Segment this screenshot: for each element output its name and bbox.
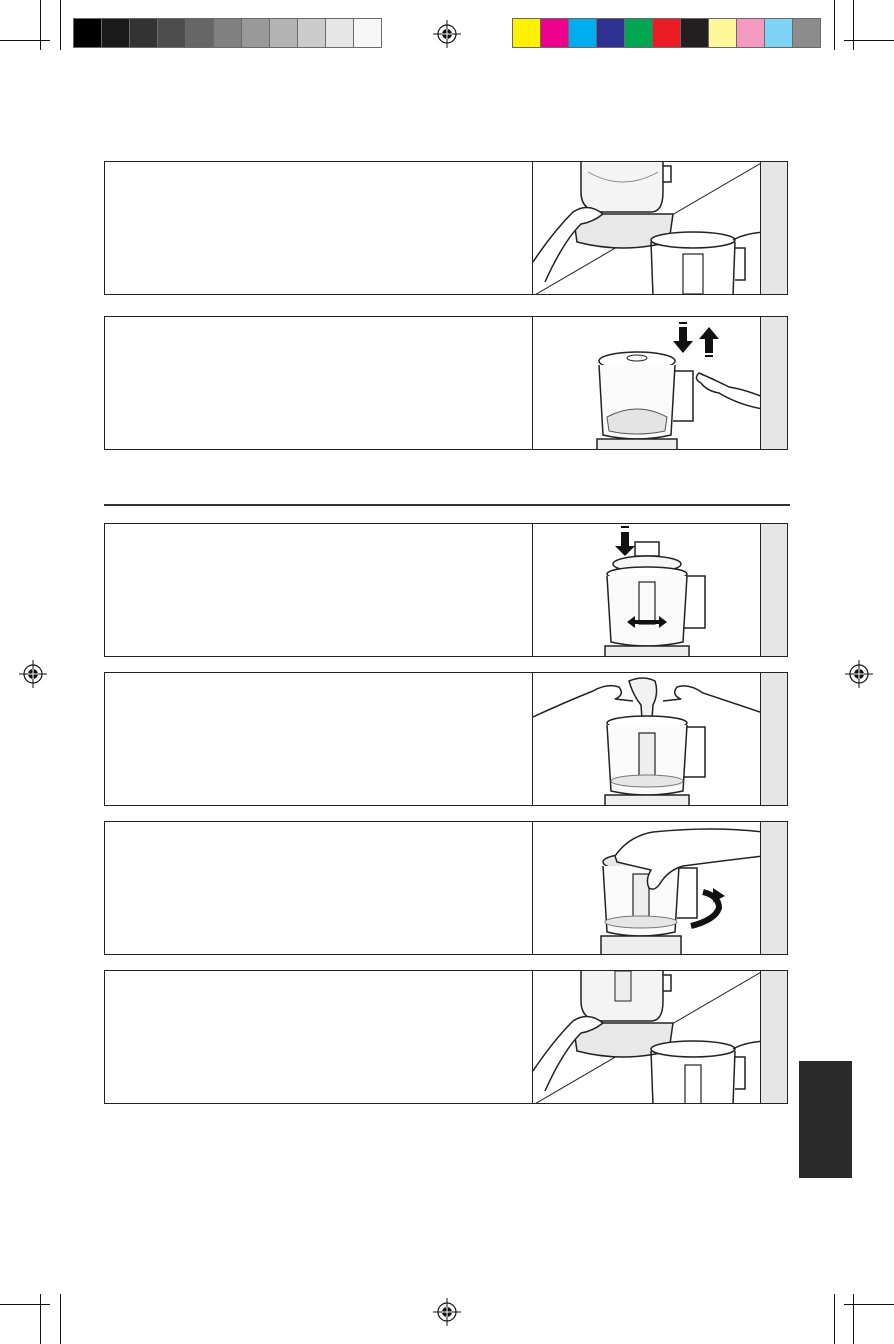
crop-mark [834, 1294, 835, 1344]
disc-assembly-insert-icon [532, 524, 762, 656]
panel-text-area [105, 971, 532, 1103]
registration-mark-icon [845, 660, 873, 688]
color-swatch [129, 18, 158, 48]
color-swatch [736, 18, 765, 48]
crop-mark [60, 1294, 61, 1344]
color-swatch [764, 18, 793, 48]
panel-text-area [105, 673, 532, 805]
process-color-bar [512, 18, 820, 48]
color-swatch [353, 18, 382, 48]
side-tab [760, 524, 787, 656]
panel-text-area [105, 822, 532, 954]
side-tab [760, 673, 787, 805]
side-tab [760, 971, 787, 1103]
crop-mark [844, 40, 894, 41]
color-swatch [680, 18, 709, 48]
color-swatch [512, 18, 541, 48]
color-swatch [708, 18, 737, 48]
instruction-panel-1 [104, 161, 788, 295]
grayscale-color-bar [73, 18, 381, 48]
color-swatch [297, 18, 326, 48]
instruction-panel-5 [104, 821, 788, 955]
color-swatch [568, 18, 597, 48]
crop-mark [40, 0, 41, 50]
color-swatch [185, 18, 214, 48]
color-swatch [269, 18, 298, 48]
instruction-panel-6 [104, 970, 788, 1104]
panel-text-area [105, 162, 532, 294]
food-feed-tube-icon [532, 673, 762, 805]
pulse-button-press-icon [532, 317, 762, 449]
color-swatch [792, 18, 821, 48]
crop-mark [853, 1294, 854, 1344]
section-divider [104, 504, 790, 506]
panel-text-area [105, 317, 532, 449]
color-swatch [101, 18, 130, 48]
crop-mark [0, 1304, 50, 1305]
crop-mark [853, 0, 854, 50]
color-swatch [73, 18, 102, 48]
side-tab [760, 822, 787, 954]
crop-mark [40, 1294, 41, 1344]
registration-mark-icon [433, 20, 461, 48]
color-swatch [325, 18, 354, 48]
color-swatch [624, 18, 653, 48]
color-swatch [596, 18, 625, 48]
lid-rotate-lock-icon [532, 822, 762, 954]
registration-mark-icon [19, 660, 47, 688]
bowl-removal-from-base-icon [532, 971, 762, 1103]
instruction-panel-2 [104, 316, 788, 450]
color-swatch [540, 18, 569, 48]
crop-mark [834, 0, 835, 50]
side-tab [760, 317, 787, 449]
instruction-panel-4 [104, 672, 788, 806]
side-tab [760, 162, 787, 294]
color-swatch [157, 18, 186, 48]
language-section-tab [799, 1061, 852, 1178]
instruction-panel-3 [104, 523, 788, 657]
crop-mark [0, 40, 50, 41]
registration-mark-icon [433, 1298, 461, 1326]
bowl-removal-from-base-icon [532, 162, 762, 294]
panel-text-area [105, 524, 532, 656]
color-swatch [652, 18, 681, 48]
crop-mark [844, 1304, 894, 1305]
crop-mark [60, 0, 61, 50]
color-swatch [241, 18, 270, 48]
color-swatch [213, 18, 242, 48]
